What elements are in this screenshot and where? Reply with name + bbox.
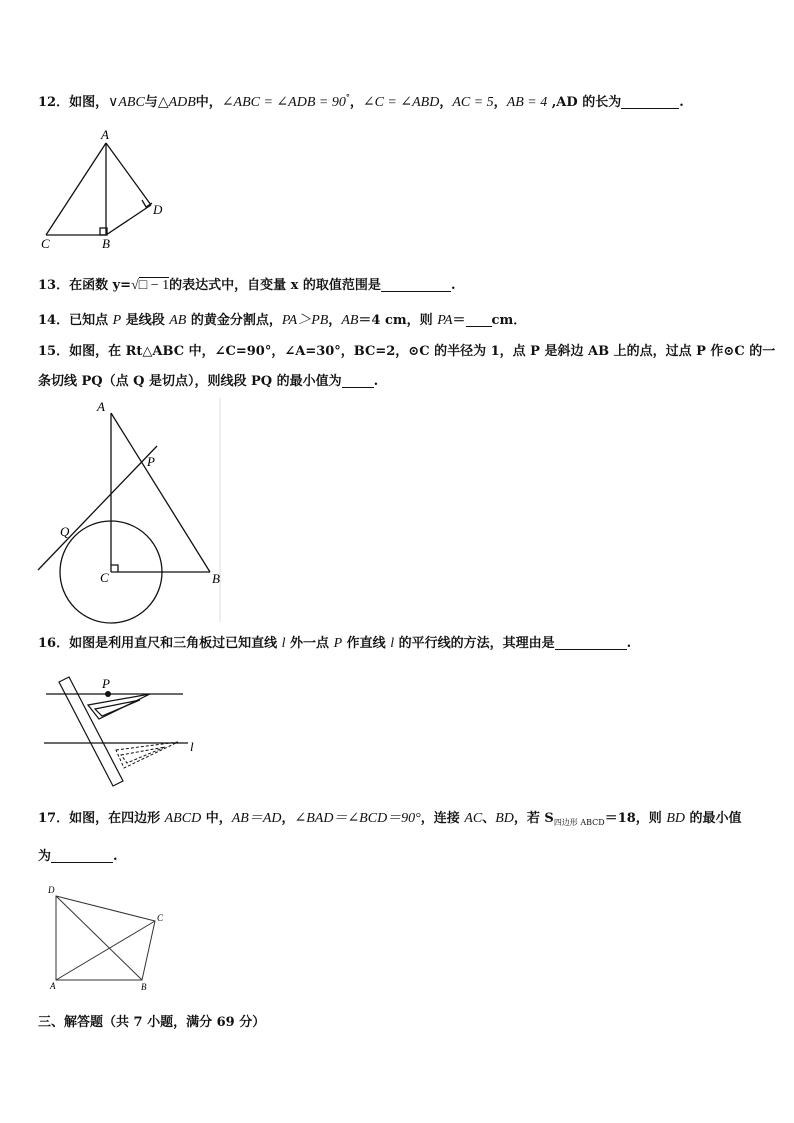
question-16: 16．如图是利用直尺和三角板过已知直线 l 外一点 P 作直线 l 的平行线的方法，其理由是 . bbox=[38, 629, 758, 659]
right-angle-mark-c bbox=[111, 565, 118, 572]
label-b: B bbox=[212, 571, 220, 586]
triangle-lower-dashed bbox=[116, 742, 178, 768]
answer-blank-15 bbox=[342, 371, 374, 388]
segment-bd bbox=[106, 205, 151, 235]
answer-blank-13 bbox=[381, 275, 451, 292]
triangle-upper-inner bbox=[95, 700, 140, 716]
label-c: C bbox=[41, 236, 50, 251]
question-12: 12．如图，∨ABC与△ADB中，∠ABC = ∠ADB = 90°，∠C = ∠ABD，AC = 5，AB = 4 ,AD 的长为 . bbox=[38, 92, 684, 110]
question-15: 15．如图，在 Rt△ABC 中，∠C=90°，∠A=30°，BC=2，⊙C 的半径为 1，点 P 是斜边 AB 上的点，过点 P 作⊙C 的一 条切线 PQ（点 Q 是切点），则线段 PQ 的最小值为 . bbox=[38, 344, 776, 389]
quadrilateral-abcd bbox=[56, 896, 155, 980]
label-d: D bbox=[153, 202, 163, 217]
triangle-abc: ∨ABC bbox=[108, 95, 145, 110]
diagonal-bd bbox=[56, 896, 142, 980]
segment-ad bbox=[106, 143, 151, 205]
circle-c bbox=[60, 521, 162, 623]
label-c: C bbox=[157, 913, 164, 923]
diagonal-ac bbox=[56, 921, 155, 980]
label-p: P bbox=[102, 676, 110, 691]
label-a: A bbox=[50, 981, 56, 991]
label-a: A bbox=[97, 399, 105, 414]
question-13: 13．在函数 y=√□ − 1的表达式中，自变量 x 的取值范围是 . bbox=[38, 271, 758, 301]
condition-angles: ∠ABC = ∠ADB = 90 bbox=[221, 95, 346, 110]
label-b: B bbox=[102, 236, 110, 251]
label-d: D bbox=[48, 885, 55, 895]
label-b: B bbox=[141, 982, 147, 992]
segment-ac bbox=[46, 143, 106, 235]
answer-blank-16 bbox=[555, 633, 627, 650]
label-a: A bbox=[101, 127, 109, 142]
triangle-adb: △ADB bbox=[157, 95, 196, 110]
right-angle-mark-d bbox=[142, 200, 152, 207]
answer-blank-12 bbox=[621, 92, 679, 109]
answer-blank-17 bbox=[51, 846, 113, 863]
ruler bbox=[59, 677, 123, 786]
tangent-line-pq bbox=[38, 446, 157, 570]
label-p: P bbox=[147, 454, 155, 469]
question-17: 17．如图，在四边形 ABCD 中，AB＝AD，∠BAD＝∠BCD＝90°，连接 AC、BD，若 $S_{四边形 ABCD}=18$，则 BD 的最小值 为 . bbox=[38, 811, 742, 864]
triangle-lower-dashed-inner bbox=[121, 747, 165, 763]
point-p-dot bbox=[105, 691, 111, 697]
hypotenuse-ab bbox=[111, 413, 210, 572]
answer-blank-14 bbox=[466, 310, 492, 327]
right-angle-mark-b bbox=[100, 228, 107, 235]
label-q: Q bbox=[60, 524, 70, 539]
label-c: C bbox=[100, 570, 109, 585]
question-14: 14．已知点 P 是线段 AB 的黄金分割点，PA＞PB，AB＝4 cm，则 PA＝ cm． bbox=[38, 306, 758, 336]
label-l: l bbox=[190, 739, 194, 754]
triangle-upper bbox=[88, 694, 150, 719]
section-heading-3: 三、解答题（共 7 小题，满分 69 分） bbox=[38, 1015, 266, 1030]
